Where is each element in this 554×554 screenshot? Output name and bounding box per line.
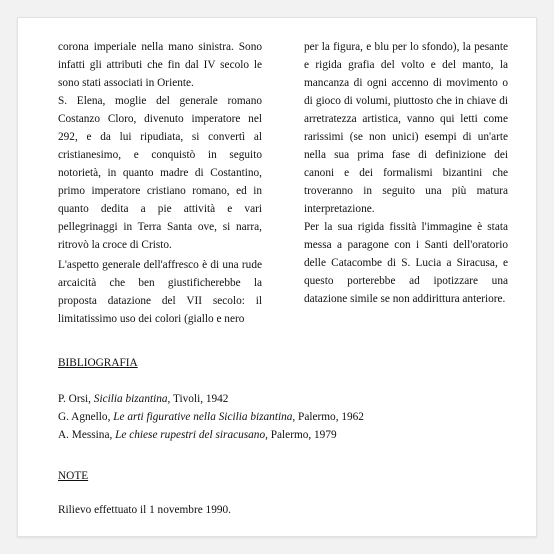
entry-title: Le chiese rupestri del siracusano [115, 429, 266, 441]
entry-author: P. Orsi, [58, 393, 94, 405]
note-text: Rilievo effettuato il 1 novembre 1990. [58, 504, 231, 516]
document-page [17, 17, 537, 537]
entry-publication: Palermo, 1962 [295, 411, 364, 423]
left-column [58, 38, 262, 330]
right-paragraph: Per la sua rigida fissità l'immagine è stata messa a paragone con i Santi dell'oratorio delle Catacombe di S. Lucia a Siracusa, e questo porterebbe ad ipotizzare una datazione simile se non addirittura anteriore. [304, 221, 508, 305]
entry-author: G. Agnello, [58, 411, 114, 423]
left-paragraph: corona imperiale nella mano sinistra. Sono infatti gli attributi che fin dal IV secolo le sono stati associati in Oriente. [58, 41, 262, 89]
entry-publication: , Tivoli, 1942 [167, 393, 229, 405]
entry-title: Sicilia bizantina [93, 393, 168, 405]
bibliography-heading: BIBLIOGRAFIA [58, 357, 138, 369]
bibliography-entry [58, 426, 518, 444]
entry-title: Le arti figurative nella Sicilia bizantina, [113, 411, 296, 423]
note-section [58, 467, 231, 519]
bibliography-entry [58, 390, 518, 408]
text-columns [58, 38, 508, 330]
right-paragraph: per la figura, e blu per lo sfondo), la pesante e rigida grafia del volto e del manto, la mancanza di ogni accenno di movimento o di gioco di volumi, piuttosto che in chiave di arretratezza artistica, vanno qui letti come rarissimi (se non unici) esempi di un'arte nella sua prima fase di definizione dei canoni e dei formalismi bizantini che troveranno in seguito una più matura interpretazione. [304, 41, 508, 215]
note-heading: NOTE [58, 470, 89, 482]
left-paragraph: L'aspetto generale dell'affresco è di una rude arcaicità che ben giustificherebbe la proposta datazione del VII secolo: il limitatissimo uso dei colori (giallo e nero [58, 259, 262, 325]
entry-author: A. Messina, [58, 429, 116, 441]
right-column [304, 38, 508, 330]
bibliography-section [58, 354, 518, 444]
bibliography-entry [58, 408, 518, 426]
left-paragraph: S. Elena, moglie del generale romano Costanzo Cloro, divenuto imperatore nel 292, e da lui ripudiata, si convertì al cristianesimo, e conquistò in seguito notorietà, in quanto madre di Costantino, primo imperatore cristiano romano, ed in quanto dedita a pie attività e vari pellegrinaggi in Terra Santa ove, si narra, ritrovò la croce di Cristo. [58, 95, 262, 251]
entry-publication: , Palermo, 1979 [265, 429, 337, 441]
